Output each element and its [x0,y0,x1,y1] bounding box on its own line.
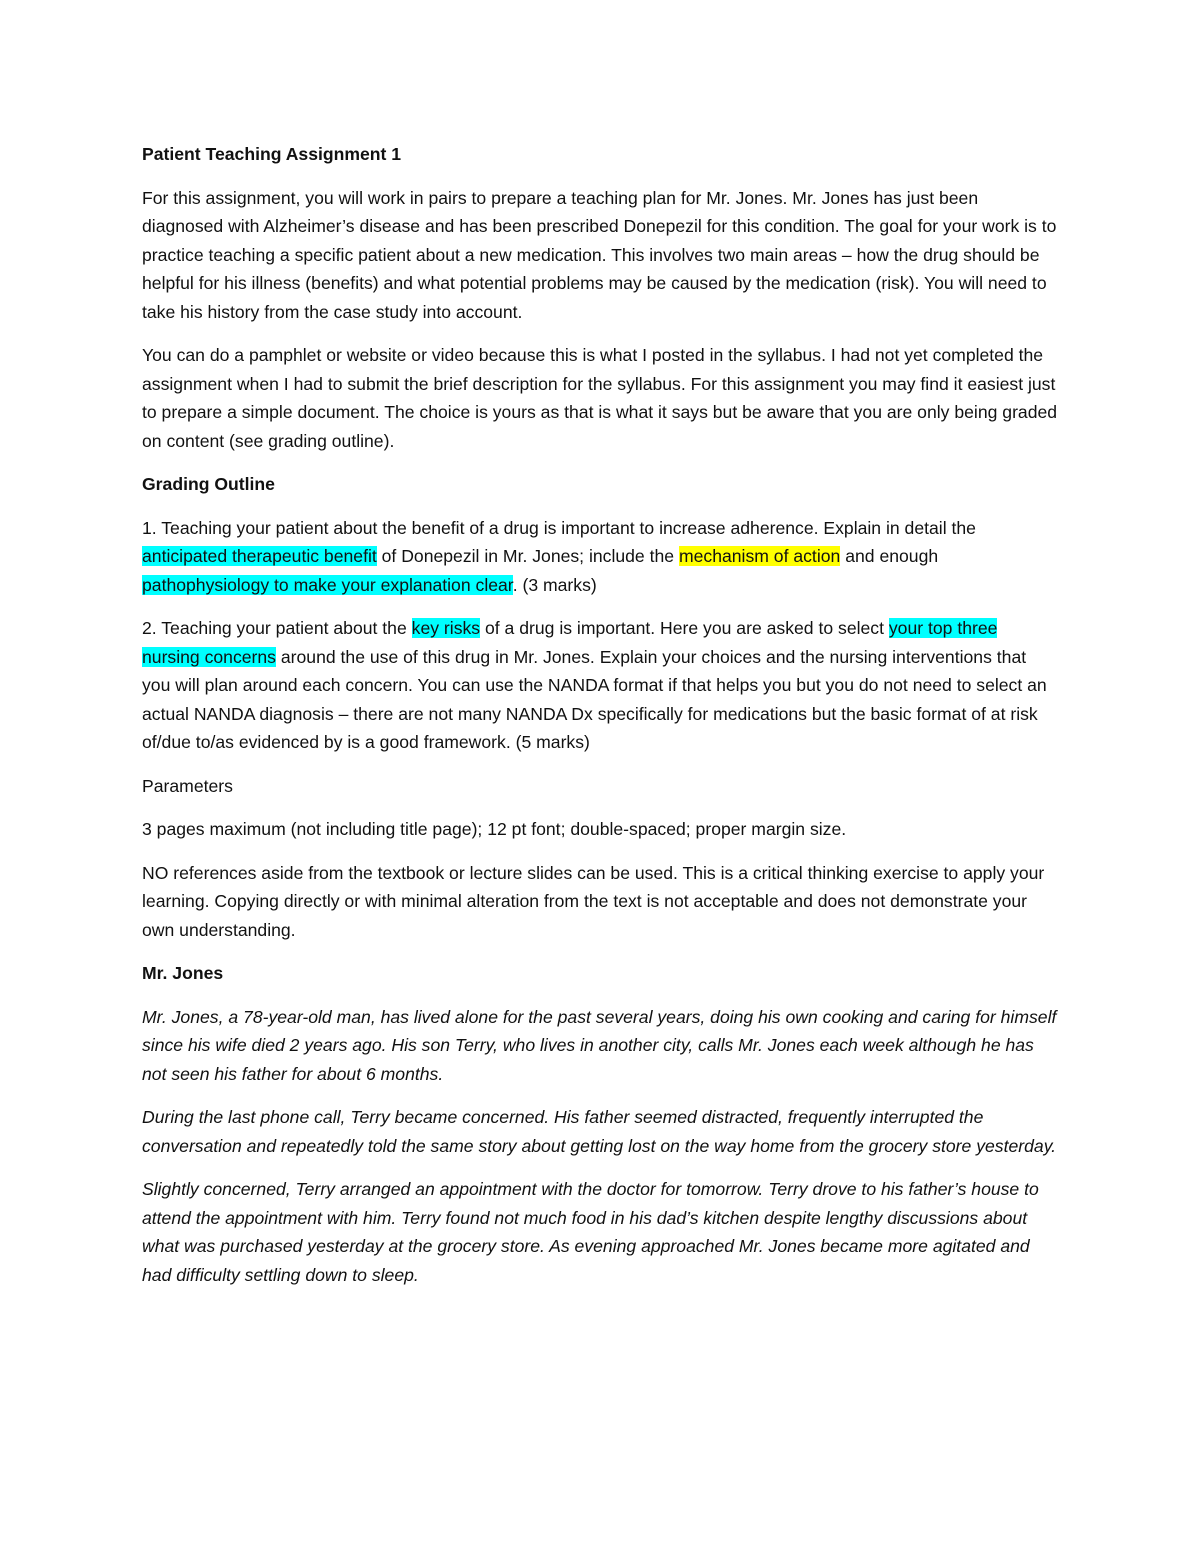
case-paragraph: During the last phone call, Terry became concerned. His father seemed distracted, frequently interrupted the conversation and repeatedly told the same story about getting lost on the way home from the grocery store yesterday. [142,1107,1057,1156]
grading-heading: Grading Outline [142,474,275,494]
item1-text-3: and enough [840,546,939,566]
case-heading: Mr. Jones [142,963,224,983]
document-title: Patient Teaching Assignment 1 [142,144,402,164]
references-text: NO references aside from the textbook or lecture slides can be used. This is a critical thinking exercise to apply your learning. Copying directly or with minimal alteration from the text is not acceptable and does not demonstrate your own understanding. [142,862,1045,940]
intro-paragraph: For this assignment, you will work in pairs to prepare a teaching plan for Mr. Jones. Mr. Jones has just been diagnosed with Alzheimer’s disease and has been prescribed Donepezil for this condition. The goal for your work is to practice teaching a specific patient about a new medication. This involves two main areas – how the drug should be helpful for his illness (benefits) and what potential problems may be caused by the medication (risk). You will need to take his history from the case study into account. [142,187,1057,322]
grading-item-1 [142,514,1058,600]
item1-text-1: 1. Teaching your patient about the benefit of a drug is important to increase adherence. Explain in detail the [142,517,976,538]
highlight-therapeutic-benefit: anticipated therapeutic benefit [142,546,377,566]
item1-text-4: . (3 marks) [512,574,597,595]
highlight-mechanism-of-action: mechanism of action [678,546,841,566]
parameters-text: 3 pages maximum (not including title page); 12 pt font; double-spaced; proper margin size. [142,819,847,839]
highlight-key-risks: key risks [411,618,481,638]
highlight-pathophysiology: pathophysiology to make your explanation clear [142,574,513,595]
highlight-nursing-concerns: your top three nursing concerns [142,618,998,667]
item1-text-2: of Donepezil in Mr. Jones; include the [376,546,679,566]
format-paragraph: You can do a pamphlet or website or video because this is what I posted in the syllabus. I had not yet completed the assignment when I had to submit the brief description for the syllabus. For this assignment you may find it easiest just to prepare a simple document. The choice is yours as that is what it says but be aware that you are only being graded on content (see grading outline). [142,345,1058,451]
item2-text-2: of a drug is important. Here you are asked to select [480,618,889,638]
case-paragraph: Mr. Jones, a 78-year-old man, has lived alone for the past several years, doing his own cooking and caring for himself since his wife died 2 years ago. His son Terry, who lives in another city, calls Mr. Jones each week although he has not seen his father for about 6 months. [142,1006,1057,1084]
item2-text-3: around the use of this drug in Mr. Jones. Explain your choices and the nursing interventions that you will plan around each concern. You can use the NANDA format if that helps you but you do not need to select an actual NANDA diagnosis – there are not many NANDA Dx specifically for medications but the basic format of at risk of/due to/as evidenced by is a good framework. (5 marks) [142,646,1047,752]
item2-text-1: 2. Teaching your patient about the [142,618,412,638]
parameters-heading: Parameters [142,775,233,796]
grading-item-2 [142,614,1058,757]
case-paragraph: Slightly concerned, Terry arranged an appointment with the doctor for tomorrow. Terry drove to his father’s house to attend the appointment with him. Terry found not much food in his dad’s kitchen despite lengthy discussions about what was purchased yesterday at the grocery store. As evening approached Mr. Jones became more agitated and had difficulty settling down to sleep. [142,1179,1039,1285]
document-body [142,140,1058,1304]
